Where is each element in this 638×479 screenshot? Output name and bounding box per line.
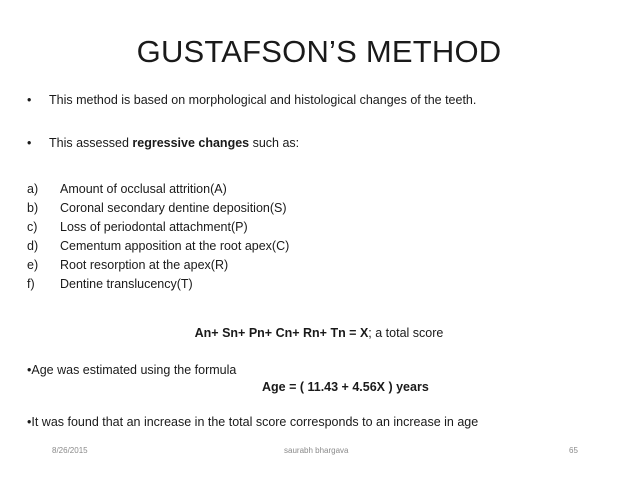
list-item [27, 237, 289, 256]
list-letter: d) [27, 239, 39, 253]
score-formula-bold: An+ Sn+ Pn+ Cn+ Rn+ Tn = X [194, 326, 369, 340]
list-item [27, 275, 289, 294]
age-estimation-text: •Age was estimated using the formula [27, 363, 237, 377]
bullet-1 [27, 93, 476, 107]
list-item [27, 218, 289, 237]
list-letter: b) [27, 201, 39, 215]
list-letter: c) [27, 220, 38, 234]
conclusion-text: •It was found that an increase in the total score corresponds to an increase in age [27, 415, 479, 429]
bullet-2 [27, 136, 299, 150]
list-item [27, 199, 289, 218]
age-formula: Age = ( 11.43 + 4.56X ) years [262, 380, 429, 394]
list-item [27, 180, 289, 199]
list-text: Loss of periodontal attachment(P) [60, 220, 248, 234]
bullet-text-pre: This assessed [49, 136, 133, 150]
footer-page-number: 65 [569, 446, 578, 455]
bullet-text-bold: regressive changes [132, 136, 250, 150]
list-text: Root resorption at the apex(R) [60, 258, 229, 272]
changes-list [27, 180, 289, 294]
score-formula-rest: ; a total score [368, 326, 444, 340]
list-text: Dentine translucency(T) [60, 277, 193, 291]
list-letter: f) [27, 277, 35, 291]
bullet-marker: • [27, 93, 32, 107]
footer-author: saurabh bhargava [284, 446, 349, 455]
footer-date: 8/26/2015 [52, 446, 88, 455]
list-text: Amount of occlusal attrition(A) [60, 182, 227, 196]
list-letter: e) [27, 258, 39, 272]
score-formula [0, 326, 638, 340]
list-item [27, 256, 289, 275]
bullet-marker: • [27, 136, 32, 150]
list-text: Cementum apposition at the root apex(C) [60, 239, 290, 253]
bullet-text-post: such as: [249, 136, 300, 150]
list-text: Coronal secondary dentine deposition(S) [60, 201, 287, 215]
list-letter: a) [27, 182, 39, 196]
bullet-text: This method is based on morphological and histological changes of the teeth. [49, 93, 477, 107]
slide-title: GUSTAFSON’S METHOD [136, 34, 502, 69]
